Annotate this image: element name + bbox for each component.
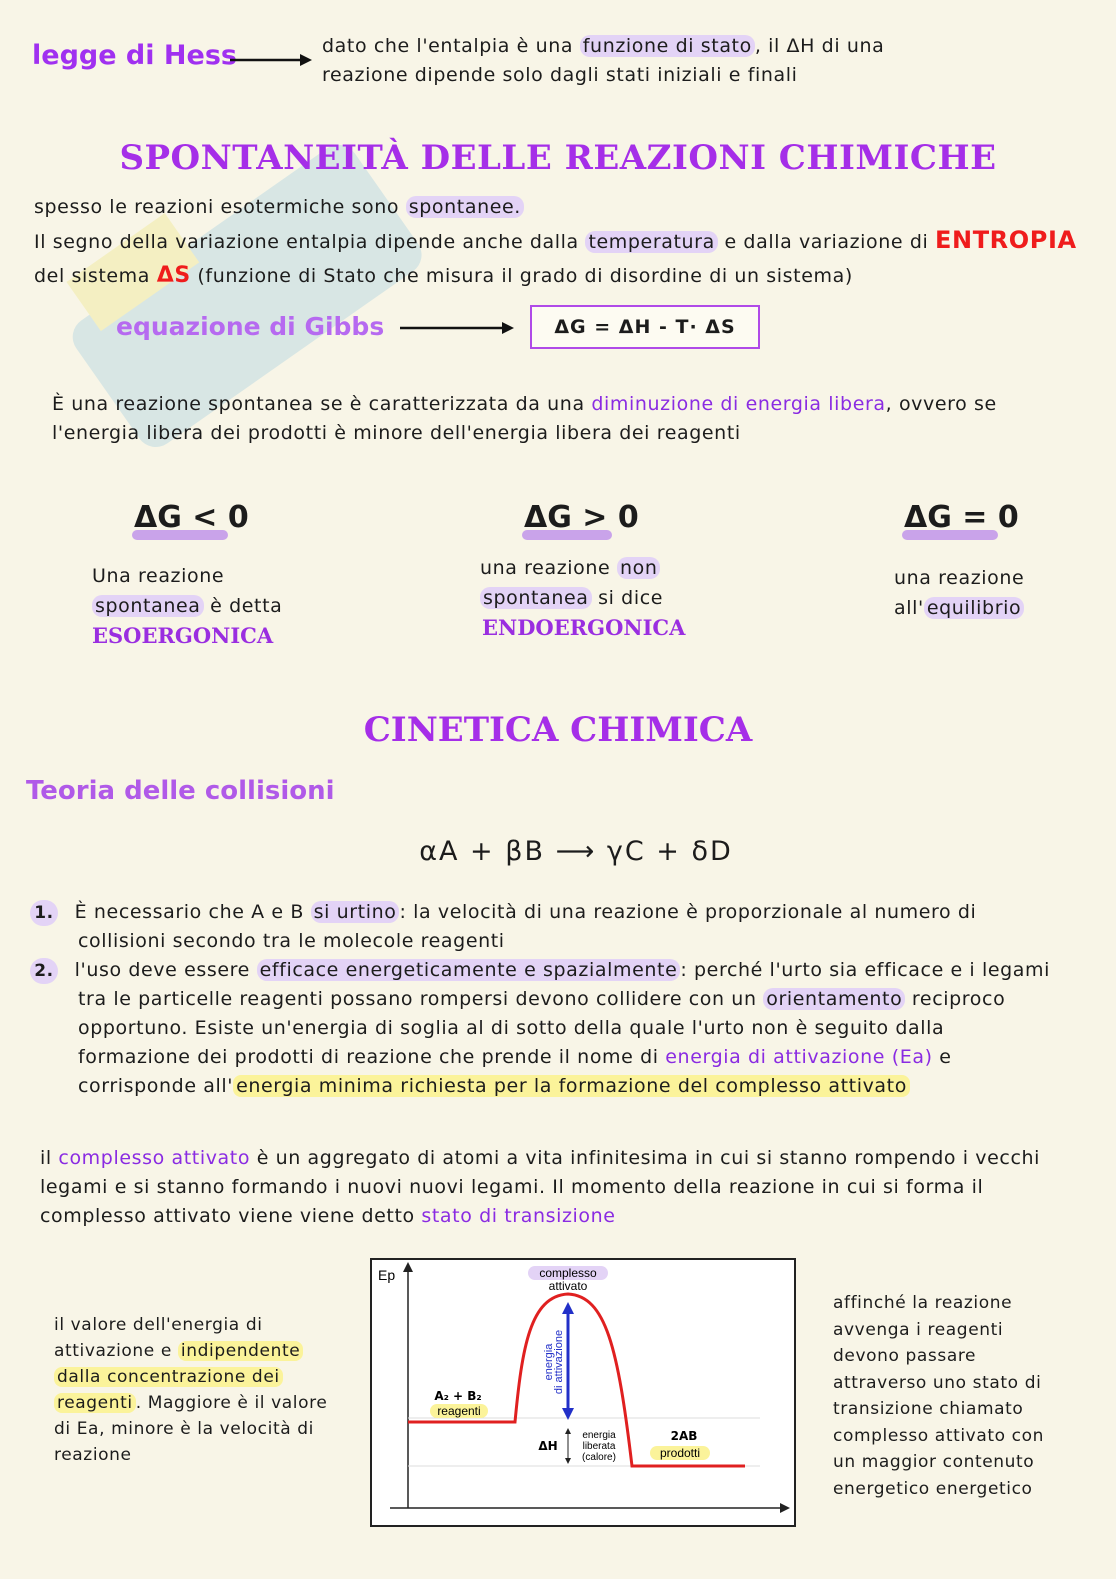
endergonic-label: ENDOERGONICA: [482, 615, 686, 640]
list-item: 2. l'uso deve essere efficace energeticamente e spazialmente : perché l'urto sia efficace e i legami tra le particelle reagenti possano rompersi devono collidere con un orientamento reciproco opportuno. Esiste un'energia di soglia al di sotto della quale l'urto non è seguito dalla formazione dei prodotti di reazione che prende il nome di energia di attivazione (Ea) e corrisponde all' energia minima richiesta per la formazione del complesso attivato: [30, 956, 1090, 1101]
released-label-2: liberata: [582, 1441, 616, 1452]
kinetics-heading: CINETICA CHIMICA: [363, 710, 753, 750]
reagents-formula: A₂ + B₂: [434, 1389, 482, 1403]
exergonic-label: ESOERGONICA: [92, 623, 274, 648]
spontaneity-paragraph: spesso le reazioni esotermiche sono spontanee. Il segno della variazione entalpia dipende anche dalla temperatura e dalla variazione di ENTROPIA del sistema ΔS (funzione di Stato che misura il grado di disordine di un sistema): [34, 196, 1077, 288]
complex-label-1: complesso: [539, 1266, 597, 1280]
released-label-3: (calore): [582, 1452, 616, 1463]
gibbs-label: equazione di Gibbs: [116, 312, 385, 341]
case-negative: ΔG < 0 Una reazione spontanea è detta ESOERGONICA: [92, 500, 332, 648]
activation-label-1: energia: [543, 1343, 555, 1381]
case-zero: ΔG = 0 una reazione all' equilibrio: [890, 500, 1090, 623]
collision-list: [30, 898, 1090, 1101]
collision-theory-heading: Teoria delle collisioni: [26, 776, 335, 806]
hess-title: legge di Hess: [32, 40, 237, 71]
activated-complex-paragraph: il complesso attivato è un aggregato di atomi a vita infinitesima in cui si stanno rompendo i vecchi legami e si stanno formando i nuovi nuovi legami. Il momento della reazione in cui si forma il complesso attivato viene viene detto stato di transizione: [40, 1147, 1041, 1227]
case-zero-title: ΔG = 0: [904, 500, 1019, 535]
transition-state-note: affinché la reazione avvenga i reagenti devono passare attraverso uno stato di transizione chiamato complesso attivato con un maggior contenuto energetico energetico: [833, 1293, 1044, 1499]
y-axis-label: Ep: [378, 1267, 396, 1283]
case-positive: ΔG > 0 una reazione non spontanea si dice ENDOERGONICA: [476, 500, 736, 640]
arrow-icon: [228, 50, 314, 70]
complex-label-2: attivato: [548, 1279, 588, 1293]
delta-h-label: ΔH: [538, 1439, 558, 1453]
case-negative-title: ΔG < 0: [134, 500, 249, 535]
gibbs-equation-box: ΔG = ΔH - T· ΔS: [530, 305, 760, 349]
reaction-equation: αA + βB ⟶ γC + δD: [419, 836, 733, 867]
released-label-1: energia: [582, 1430, 616, 1441]
activation-energy-note: il valore dell'energia di attivazione e indipendente dalla concentrazione dei reagenti . Maggiore è il valore di Ea, minore è la velocità di reazione: [54, 1315, 328, 1465]
case-positive-title: ΔG > 0: [524, 500, 639, 535]
spontaneity-heading: SPONTANEITÀ DELLE REAZIONI CHIMICHE: [119, 138, 997, 178]
products-formula: 2AB: [670, 1429, 698, 1443]
hess-text: dato che l'entalpia è una funzione di stato , il ΔH di una reazione dipende solo dagli stati iniziali e finali: [322, 35, 885, 86]
energy-diagram: [370, 1258, 796, 1528]
watermark-logo: [40, 60, 460, 540]
arrow-icon: [398, 318, 518, 338]
reagents-label: reagenti: [437, 1404, 481, 1418]
list-item: 1. È necessario che A e B si urtino : la velocità di una reazione è proporzionale al numero di collisioni secondo tra le molecole reagenti: [30, 898, 1090, 956]
activation-label-2: di attivazione: [553, 1329, 565, 1395]
products-label: prodotti: [659, 1446, 701, 1460]
spontaneous-definition: È una reazione spontanea se è caratterizzata da una diminuzione di energia libera, ovvero se l'energia libera dei prodotti è minore dell'energia libera dei reagenti: [52, 393, 997, 444]
